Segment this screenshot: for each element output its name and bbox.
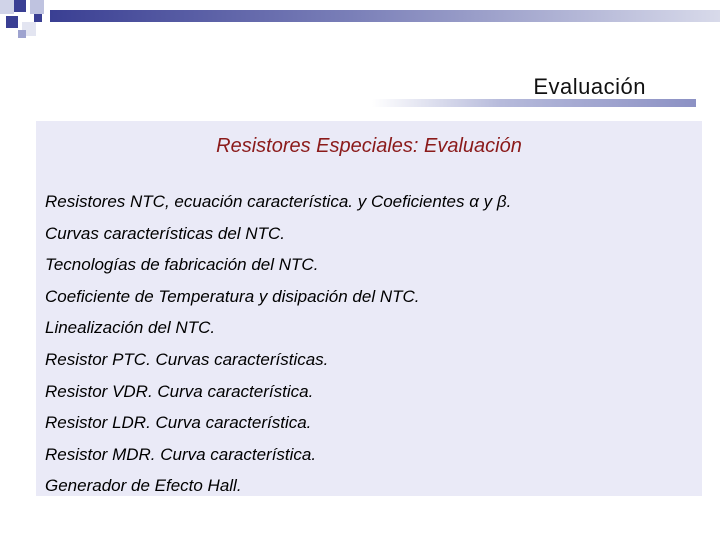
- topic-item: Coeficiente de Temperatura y disipación del NTC.: [45, 286, 420, 306]
- panel-title: Resistores Especiales: Evaluación: [216, 135, 522, 157]
- topic-item: Curvas características del NTC.: [45, 223, 285, 243]
- topic-item: Generador de Efecto Hall.: [45, 476, 242, 496]
- decor-square: [30, 0, 44, 14]
- topic-item: Resistor VDR. Curva característica.: [45, 381, 314, 401]
- slide-title: Evaluación: [533, 74, 646, 99]
- topic-item: Resistor LDR. Curva característica.: [45, 413, 312, 433]
- top-gradient-bar: [50, 10, 720, 22]
- topic-item: Linealización del NTC.: [45, 318, 216, 338]
- decor-square: [14, 0, 26, 12]
- decor-square: [34, 14, 42, 22]
- topic-item: Tecnologías de fabricación del NTC.: [45, 255, 319, 275]
- title-underline: [372, 99, 696, 107]
- topic-item: Resistor PTC. Curvas características.: [45, 349, 329, 369]
- decor-square: [18, 30, 26, 38]
- content-panel: [36, 121, 702, 496]
- decor-square: [0, 0, 14, 14]
- decor-square: [6, 16, 18, 28]
- topic-item: Resistores NTC, ecuación característica. y Coeficientes α y β.: [45, 192, 512, 211]
- topic-list: [45, 186, 511, 502]
- topic-item: Resistor MDR. Curva característica.: [45, 444, 317, 464]
